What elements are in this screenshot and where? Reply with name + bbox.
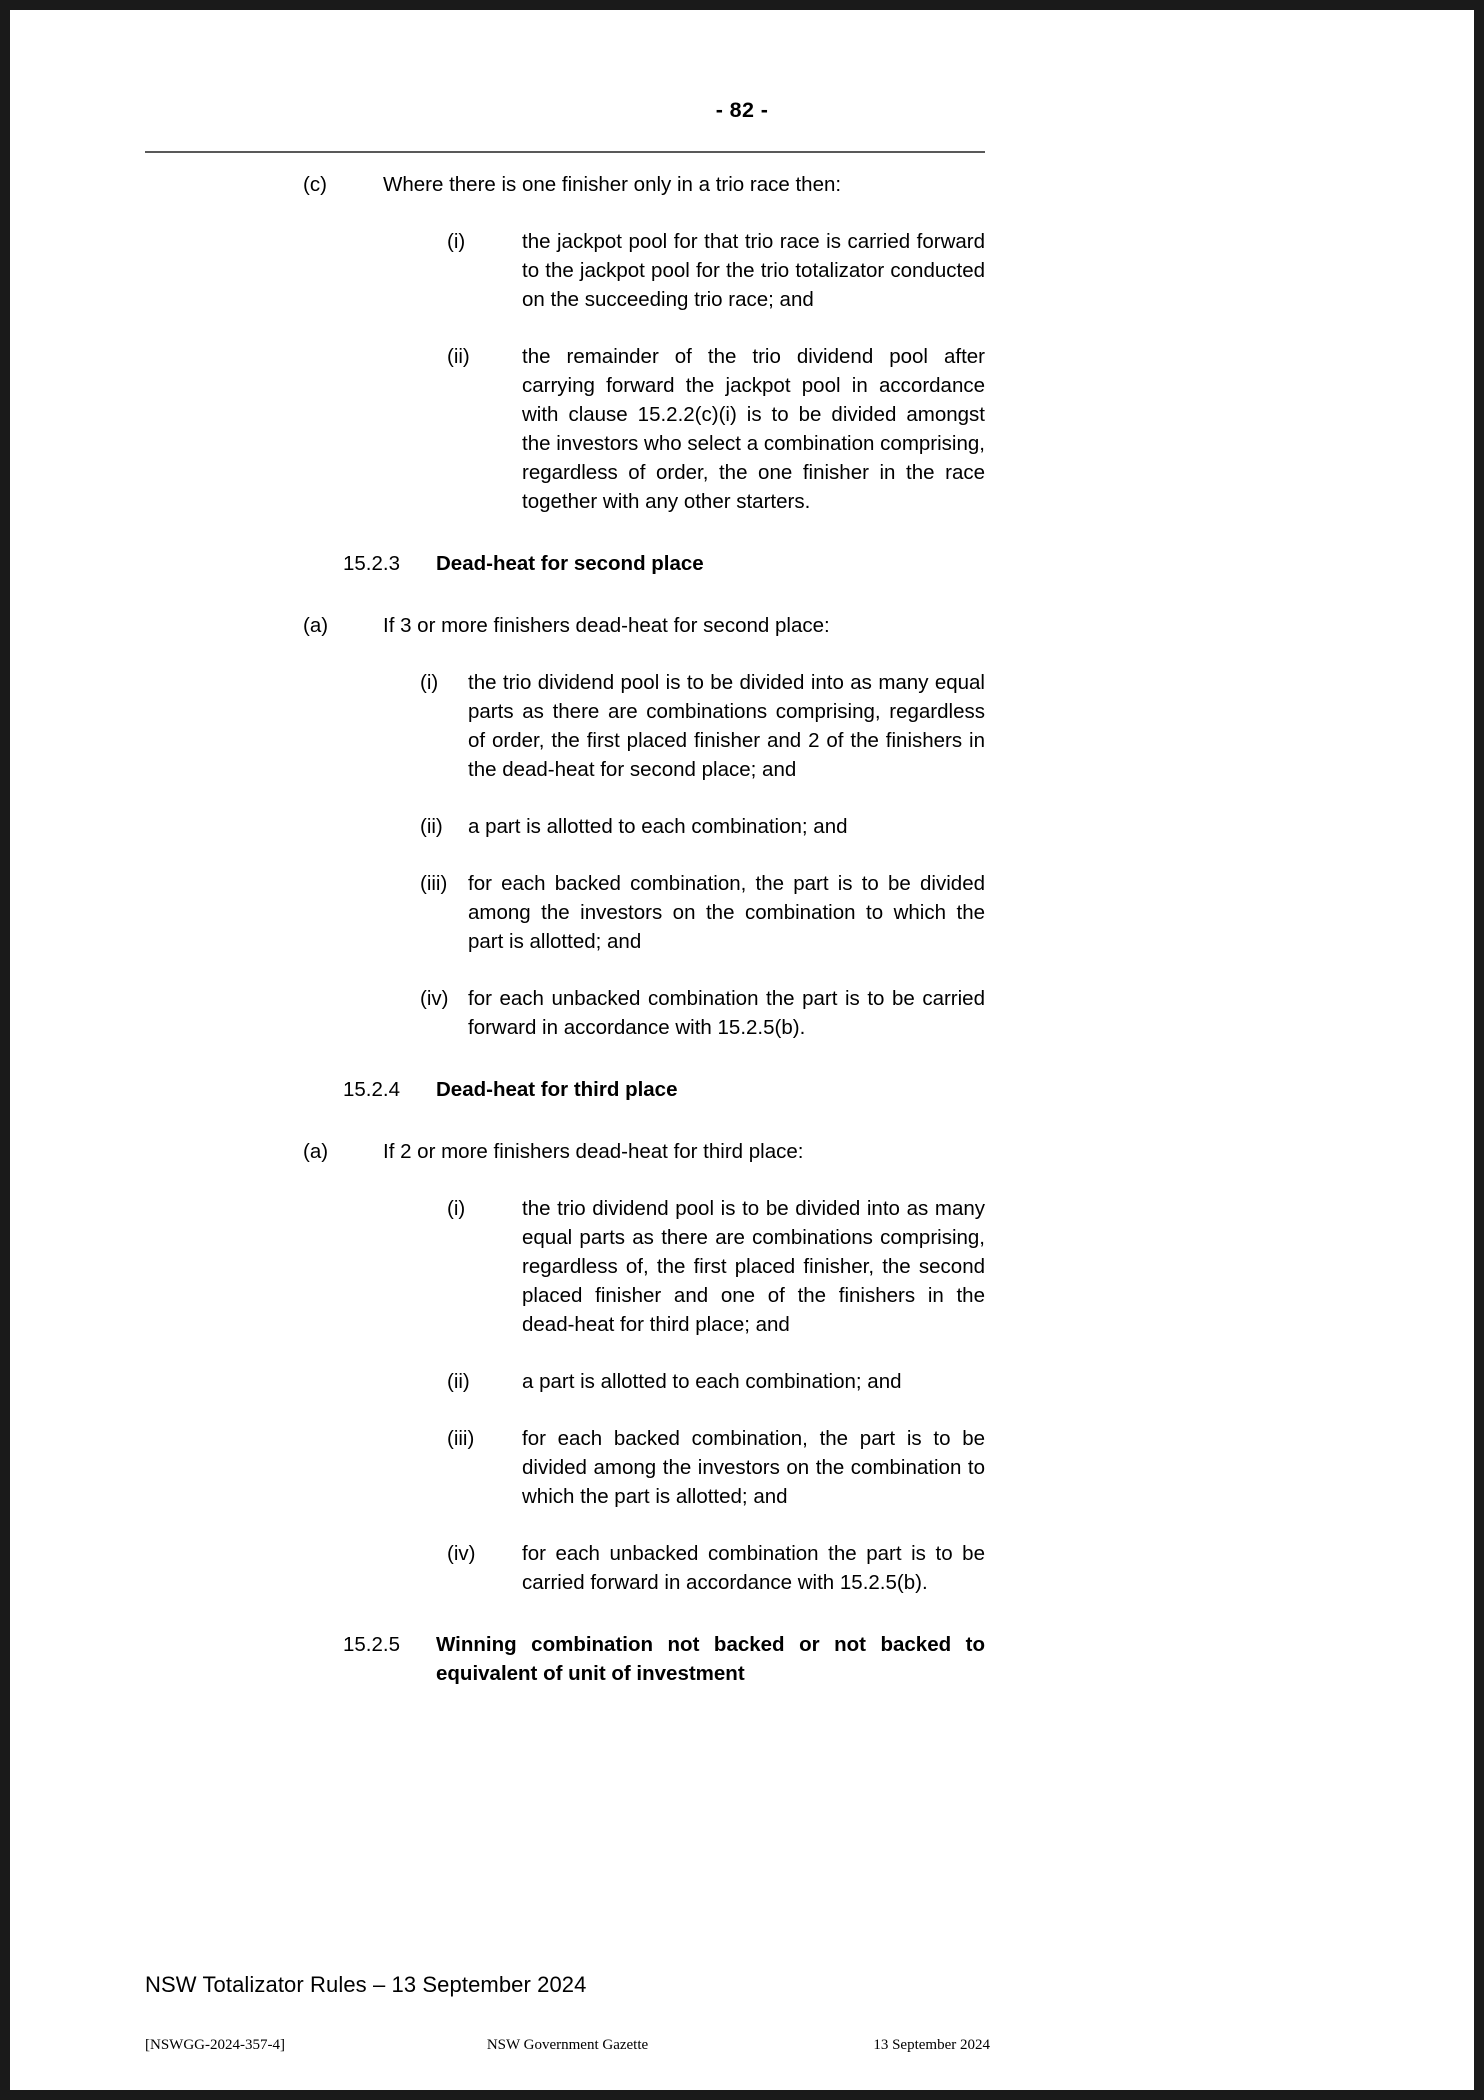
clause-15-2-3-a-item-iii-marker: (iii) — [420, 872, 448, 895]
clause-15-2-4-a-item-iv — [10, 1539, 1474, 1597]
spacer — [10, 1511, 1474, 1539]
clause-15-2-4-a-item-iii-text: for each backed combination, the part is to be divided among the investors on the combination to which the part is allotted; and — [522, 1427, 985, 1508]
clause-15-2-3-a-marker: (a) — [303, 614, 329, 637]
heading-15-2-3-number: 15.2.3 — [343, 552, 400, 575]
clause-15-2-3-a-item-i-text: the trio dividend pool is to be divided into as many equal parts as there are combinations comprising, regardless of order, the first placed finisher and 2 of the finishers in the dead-heat for second place; and — [468, 671, 985, 781]
gazette-name: NSW Government Gazette — [486, 2037, 649, 2053]
clause-c-item-ii-text: the remainder of the trio dividend pool after carrying forward the jackpot pool in accordance with clause 15.2.2(c)(i) is to be divided amongst the investors who select a combination comprising, regardless of order, the one finisher in the race together with any other starters. — [522, 345, 985, 513]
heading-15-2-4 — [10, 1075, 1474, 1104]
clause-15-2-3-a-item-ii-marker: (ii) — [420, 815, 443, 838]
clause-15-2-3-a-item-i — [10, 668, 1474, 784]
heading-15-2-5-number: 15.2.5 — [343, 1633, 400, 1656]
spacer — [10, 784, 1474, 812]
heading-15-2-5-title: Winning combination not backed or not backed to equivalent of unit of investment — [436, 1633, 985, 1685]
spacer — [10, 1042, 1474, 1075]
clause-c-item-i-text: the jackpot pool for that trio race is carried forward to the jackpot pool for the trio totalizator conducted on the succeeding trio race; and — [522, 230, 985, 311]
clause-15-2-3-a-item-iv — [10, 984, 1474, 1042]
clause-15-2-4-a-item-ii-text: a part is allotted to each combination; and — [522, 1370, 902, 1393]
clause-15-2-3-a-item-iii — [10, 869, 1474, 956]
clause-15-2-4-a-item-iv-marker: (iv) — [447, 1542, 476, 1565]
heading-15-2-3-title: Dead-heat for second place — [436, 552, 704, 575]
clause-15-2-4-a-item-iii — [10, 1424, 1474, 1511]
spacer — [10, 1166, 1474, 1194]
spacer — [10, 1597, 1474, 1630]
document-body — [10, 170, 1474, 1688]
spacer — [10, 1396, 1474, 1424]
spacer — [10, 516, 1474, 549]
heading-15-2-5 — [10, 1630, 1474, 1688]
page-number: - 82 - — [715, 98, 769, 122]
clause-15-2-4-a-item-iii-marker: (iii) — [447, 1427, 475, 1450]
gazette-date: 13 September 2024 — [873, 2037, 990, 2053]
clause-c-text: Where there is one finisher only in a trio race then: — [383, 173, 842, 196]
clause-15-2-4-a-marker: (a) — [303, 1140, 329, 1163]
clause-15-2-4-a-item-i-marker: (i) — [447, 1197, 466, 1220]
clause-15-2-3-a-item-iv-text: for each unbacked combination the part is to be carried forward in accordance with 15.2.5(b). — [468, 987, 985, 1039]
spacer — [10, 640, 1474, 668]
clause-15-2-3-a — [10, 611, 1474, 640]
header-divider — [145, 151, 985, 153]
spacer — [10, 841, 1474, 869]
clause-c-item-i-marker: (i) — [447, 230, 466, 253]
spacer — [10, 314, 1474, 342]
clause-15-2-3-a-item-iii-text: for each backed combination, the part is to be divided among the investors on the combination to which the part is allotted; and — [468, 872, 985, 953]
heading-15-2-3 — [10, 549, 1474, 578]
clause-15-2-4-a-item-iv-text: for each unbacked combination the part is to be carried forward in accordance with 15.2.5(b). — [522, 1542, 985, 1594]
spacer — [10, 956, 1474, 984]
clause-c-item-i — [10, 227, 1474, 314]
spacer — [10, 1339, 1474, 1367]
gazette-footer — [145, 2037, 990, 2054]
clause-15-2-4-a-item-i-text: the trio dividend pool is to be divided into as many equal parts as there are combinations comprising, regardless of, the first placed finisher, the second placed finisher and one of the finishers in the dead-heat for third place; and — [522, 1197, 985, 1336]
clause-15-2-3-a-item-ii-text: a part is allotted to each combination; and — [468, 815, 848, 838]
clause-15-2-3-a-item-iv-marker: (iv) — [420, 987, 449, 1010]
clause-c — [10, 170, 1474, 199]
clause-15-2-3-a-item-ii — [10, 812, 1474, 841]
heading-15-2-4-title: Dead-heat for third place — [436, 1078, 678, 1101]
document-page — [10, 10, 1474, 2090]
spacer — [10, 578, 1474, 611]
clause-15-2-4-a-item-ii-marker: (ii) — [447, 1370, 470, 1393]
clause-15-2-4-a-text: If 2 or more finishers dead-heat for third place: — [383, 1140, 804, 1163]
clause-15-2-4-a-item-ii — [10, 1367, 1474, 1396]
clause-15-2-3-a-text: If 3 or more finishers dead-heat for second place: — [383, 614, 830, 637]
gazette-reference: [NSWGG-2024-357-4] — [145, 2037, 285, 2053]
document-footer-title: NSW Totalizator Rules – 13 September 2024 — [145, 1972, 587, 1997]
heading-15-2-4-number: 15.2.4 — [343, 1078, 400, 1101]
clause-15-2-3-a-item-i-marker: (i) — [420, 671, 439, 694]
spacer — [10, 1104, 1474, 1137]
spacer — [10, 199, 1474, 227]
clause-c-marker: (c) — [303, 173, 327, 196]
clause-15-2-4-a-item-i — [10, 1194, 1474, 1339]
clause-c-item-ii — [10, 342, 1474, 516]
clause-15-2-4-a — [10, 1137, 1474, 1166]
clause-c-item-ii-marker: (ii) — [447, 345, 470, 368]
